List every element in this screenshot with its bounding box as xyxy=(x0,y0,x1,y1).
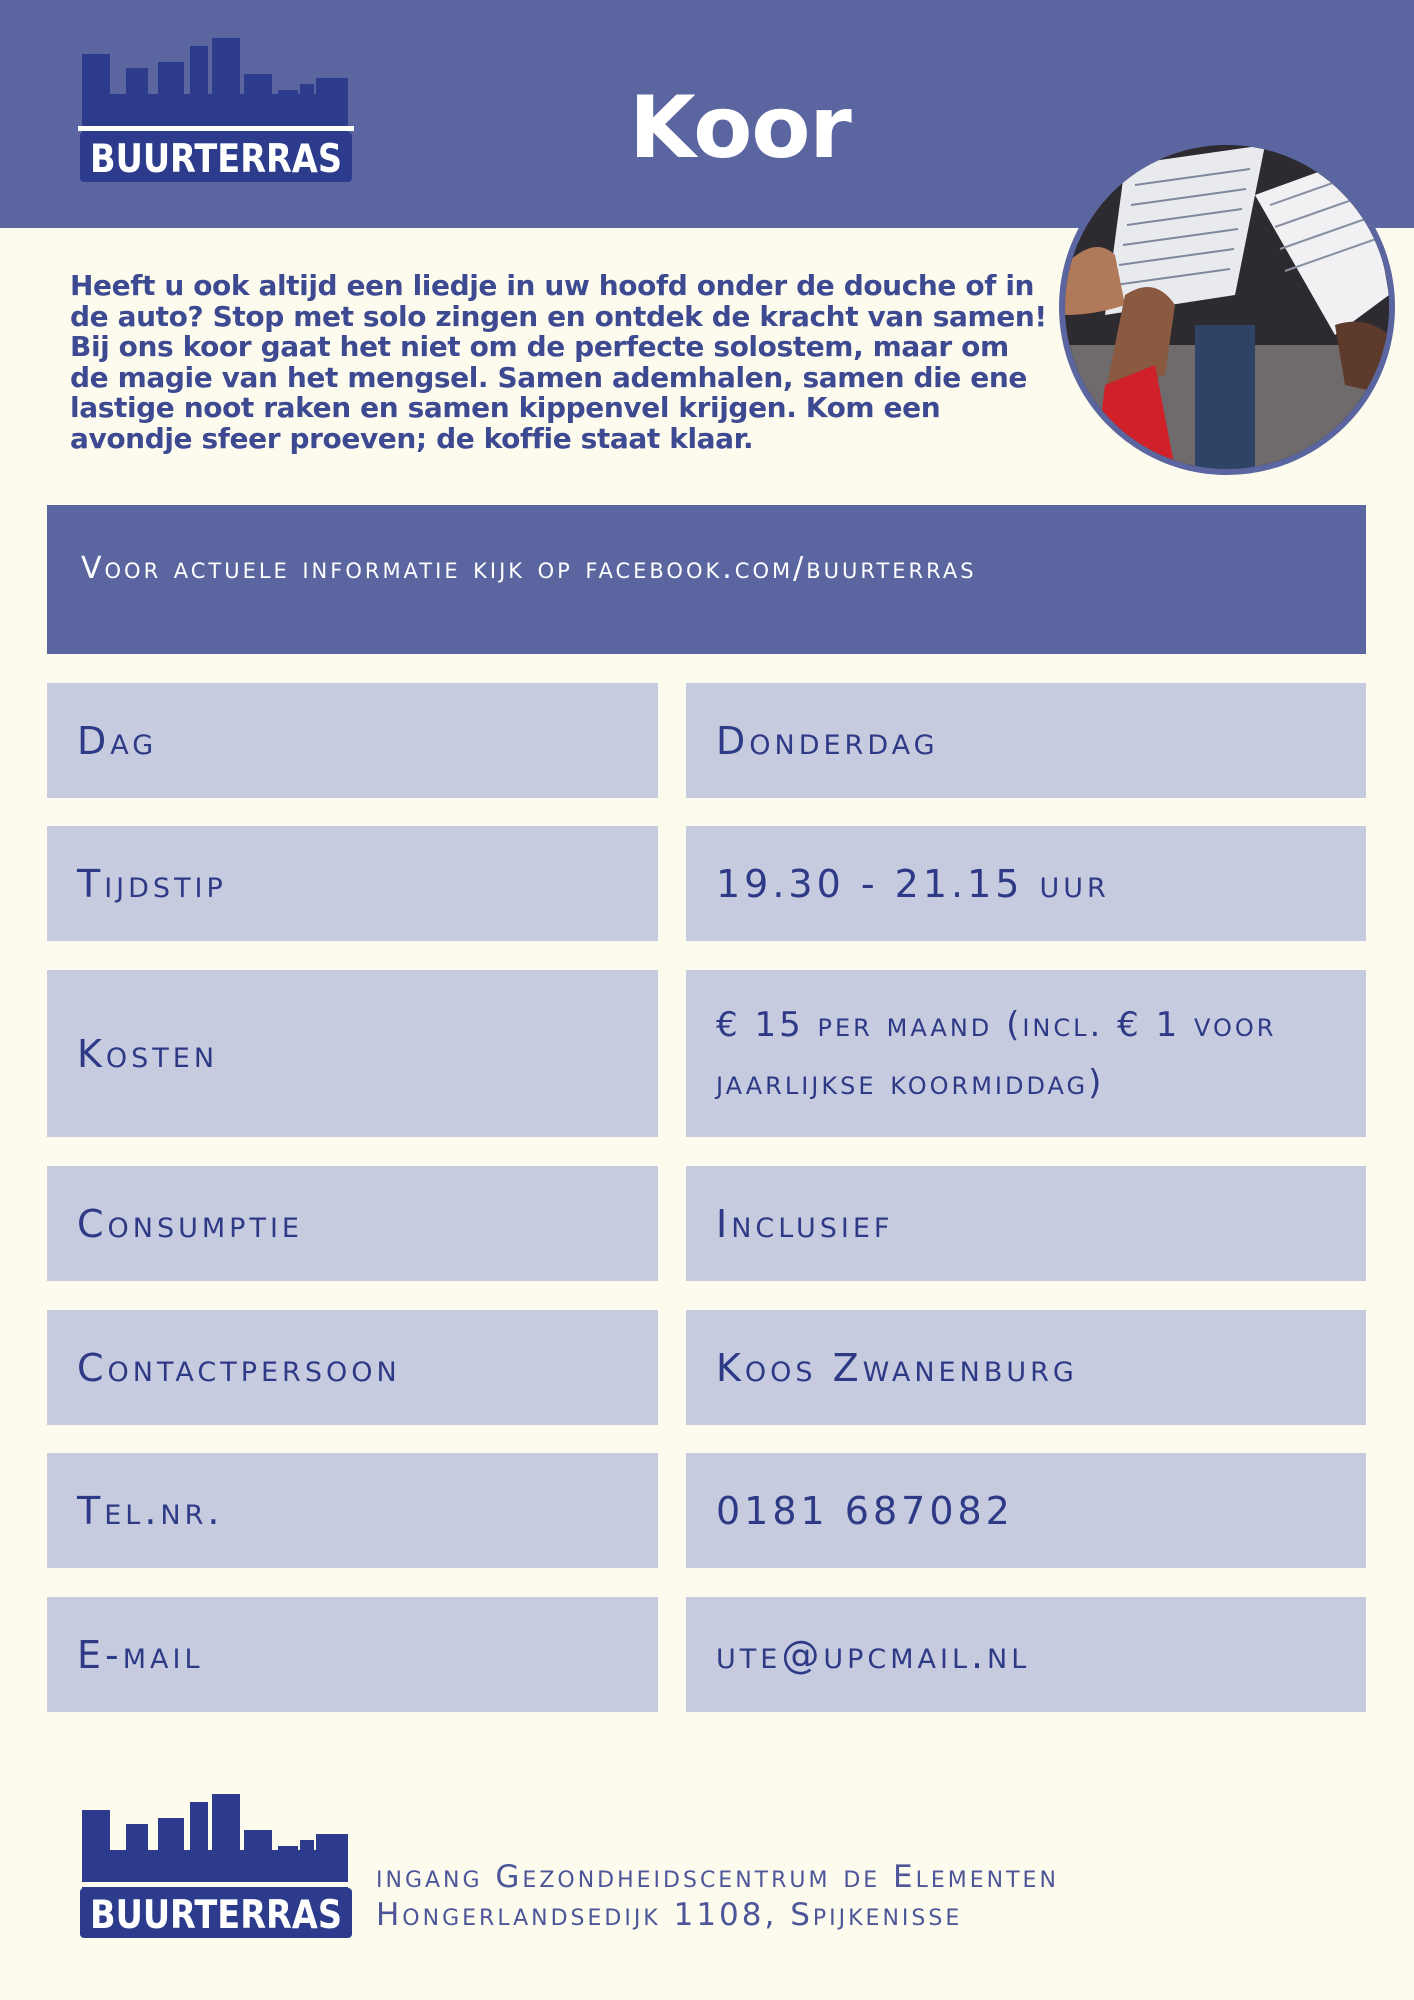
label-consumptie: Consumptie xyxy=(47,1166,658,1281)
address-line-2: Hongerlandsedijk 1108, Spijkenisse xyxy=(376,1897,963,1933)
label-contactpersoon: Contactpersoon xyxy=(47,1310,658,1425)
facebook-info-banner xyxy=(47,505,1366,654)
intro-text: Heeft u ook altijd een liedje in uw hoofd onder de douche of in de auto? Stop met solo zingen en ontdek de kracht van samen! Bij ons koor gaat het niet om de perfecte solostem, maar om de magie van het mengsel. Samen ademhalen, samen die ene lastige noot raken en samen kippenvel krijgen. Kom een avondje sfeer proeven; de koffie staat klaar. xyxy=(70,269,1047,455)
value-consumptie: Inclusief xyxy=(686,1166,1366,1281)
page-title: Koor xyxy=(629,78,851,178)
value-telnr: 0181 687082 xyxy=(686,1453,1366,1568)
value-tijdstip: 19.30 - 21.15 uur xyxy=(686,826,1366,941)
footer-address xyxy=(376,1858,1376,1934)
choir-sheet-music-photo xyxy=(1059,139,1395,475)
logo-text: BUURTERRAS xyxy=(90,137,342,182)
value-contactpersoon: Koos Zwanenburg xyxy=(686,1310,1366,1425)
label-dag: Dag xyxy=(47,683,658,798)
label-email: E-mail xyxy=(47,1597,658,1712)
footer-buurterras-logo xyxy=(78,1790,354,1940)
buurterras-logo xyxy=(78,34,354,184)
value-kosten: € 15 per maand (incl. € 1 voor jaarlijkse koormiddag) xyxy=(686,970,1366,1137)
banner-text: Voor actuele informatie kijk op facebook.com/buurterras xyxy=(81,551,977,586)
label-tijdstip: Tijdstip xyxy=(47,826,658,941)
value-email[interactable]: ute@upcmail.nl xyxy=(686,1597,1366,1712)
value-dag: Donderdag xyxy=(686,683,1366,798)
label-kosten: Kosten xyxy=(47,970,658,1137)
address-line-1: ingang Gezondheidscentrum de Elementen xyxy=(376,1859,1059,1895)
label-telnr: Tel.nr. xyxy=(47,1453,658,1568)
footer-logo-text: BUURTERRAS xyxy=(90,1893,342,1938)
